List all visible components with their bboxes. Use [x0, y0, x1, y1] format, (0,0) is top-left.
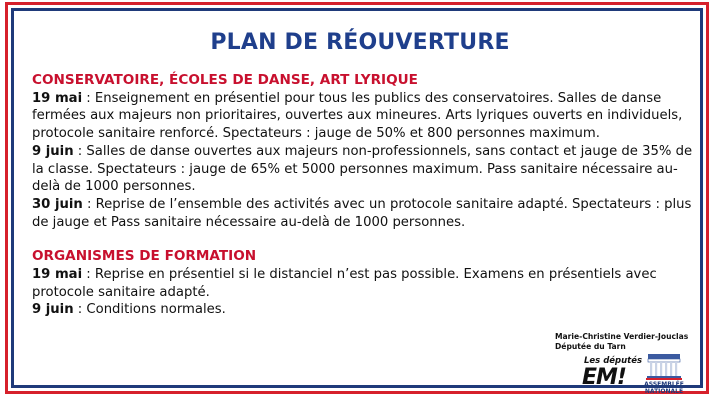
paragraph-text: : Salles de danse ouvertes aux majeurs non-professionnels, sans contact et jauge de 35% de la classe. Spectateurs : jauge de 65% et 5000 personnes maximum. Pass sanitaire nécessaire au-delà de 1000 personnes.	[32, 143, 693, 195]
paragraph-text: : Conditions normales.	[73, 302, 226, 318]
em-logo-small-text: Les députés	[584, 356, 643, 366]
date-label: 19 mai	[32, 267, 83, 283]
section-heading-conservatoire: CONSERVATOIRE, ÉCOLES DE DANSE, ART LYRIQUE	[32, 72, 418, 88]
section-spacer	[32, 231, 704, 248]
assemblee-building-icon	[644, 352, 684, 382]
date-label: 9 juin	[32, 302, 74, 318]
page-title: PLAN DE RÉOUVERTURE	[210, 30, 510, 55]
an-line1: ASSEMBLÉE	[644, 381, 684, 388]
em-logo	[580, 356, 643, 396]
signature-name: Marie-Christine Verdier-Jouclas	[555, 332, 689, 341]
paragraph-9-juin-formation	[32, 301, 704, 319]
assemblee-nationale-text	[640, 382, 688, 395]
an-line2: NATIONALE	[644, 387, 684, 395]
paragraph-19-mai-formation	[32, 266, 704, 301]
paragraph-text: : Enseignement en présentiel pour tous les publics des conservatoires. Salles de danse fermées aux majeurs non prioritaires, ouvertes aux mineures. Arts lyriques ouverts en individuels, protocole sanitaire renforcé. Spectateurs : jauge de 50% et 800 personnes maximum.	[32, 90, 683, 142]
date-label: 9 juin	[32, 143, 74, 159]
signature	[555, 332, 715, 352]
paragraph-9-juin	[32, 143, 704, 196]
assemblee-nationale-logo	[644, 352, 684, 396]
content	[32, 72, 704, 319]
paragraph-19-mai	[32, 90, 704, 143]
section-heading-formation: ORGANISMES DE FORMATION	[32, 248, 257, 265]
paragraph-text: : Reprise en présentiel si le distanciel n’est pas possible. Examens en présentiels avec protocole sanitaire adapté.	[32, 267, 657, 300]
paragraph-text: : Reprise de l’ensemble des activités avec un protocole sanitaire adapté. Spectateurs : plus de jauge et Pass sanitaire nécessaire au-delà de 1000 personnes.	[32, 196, 692, 230]
date-label: 30 juin	[32, 196, 83, 212]
paragraph-30-juin	[32, 196, 704, 231]
em-logo-big-text: EM!	[582, 365, 626, 390]
signature-role: Députée du Tarn	[555, 342, 626, 351]
date-label: 19 mai	[32, 90, 83, 106]
